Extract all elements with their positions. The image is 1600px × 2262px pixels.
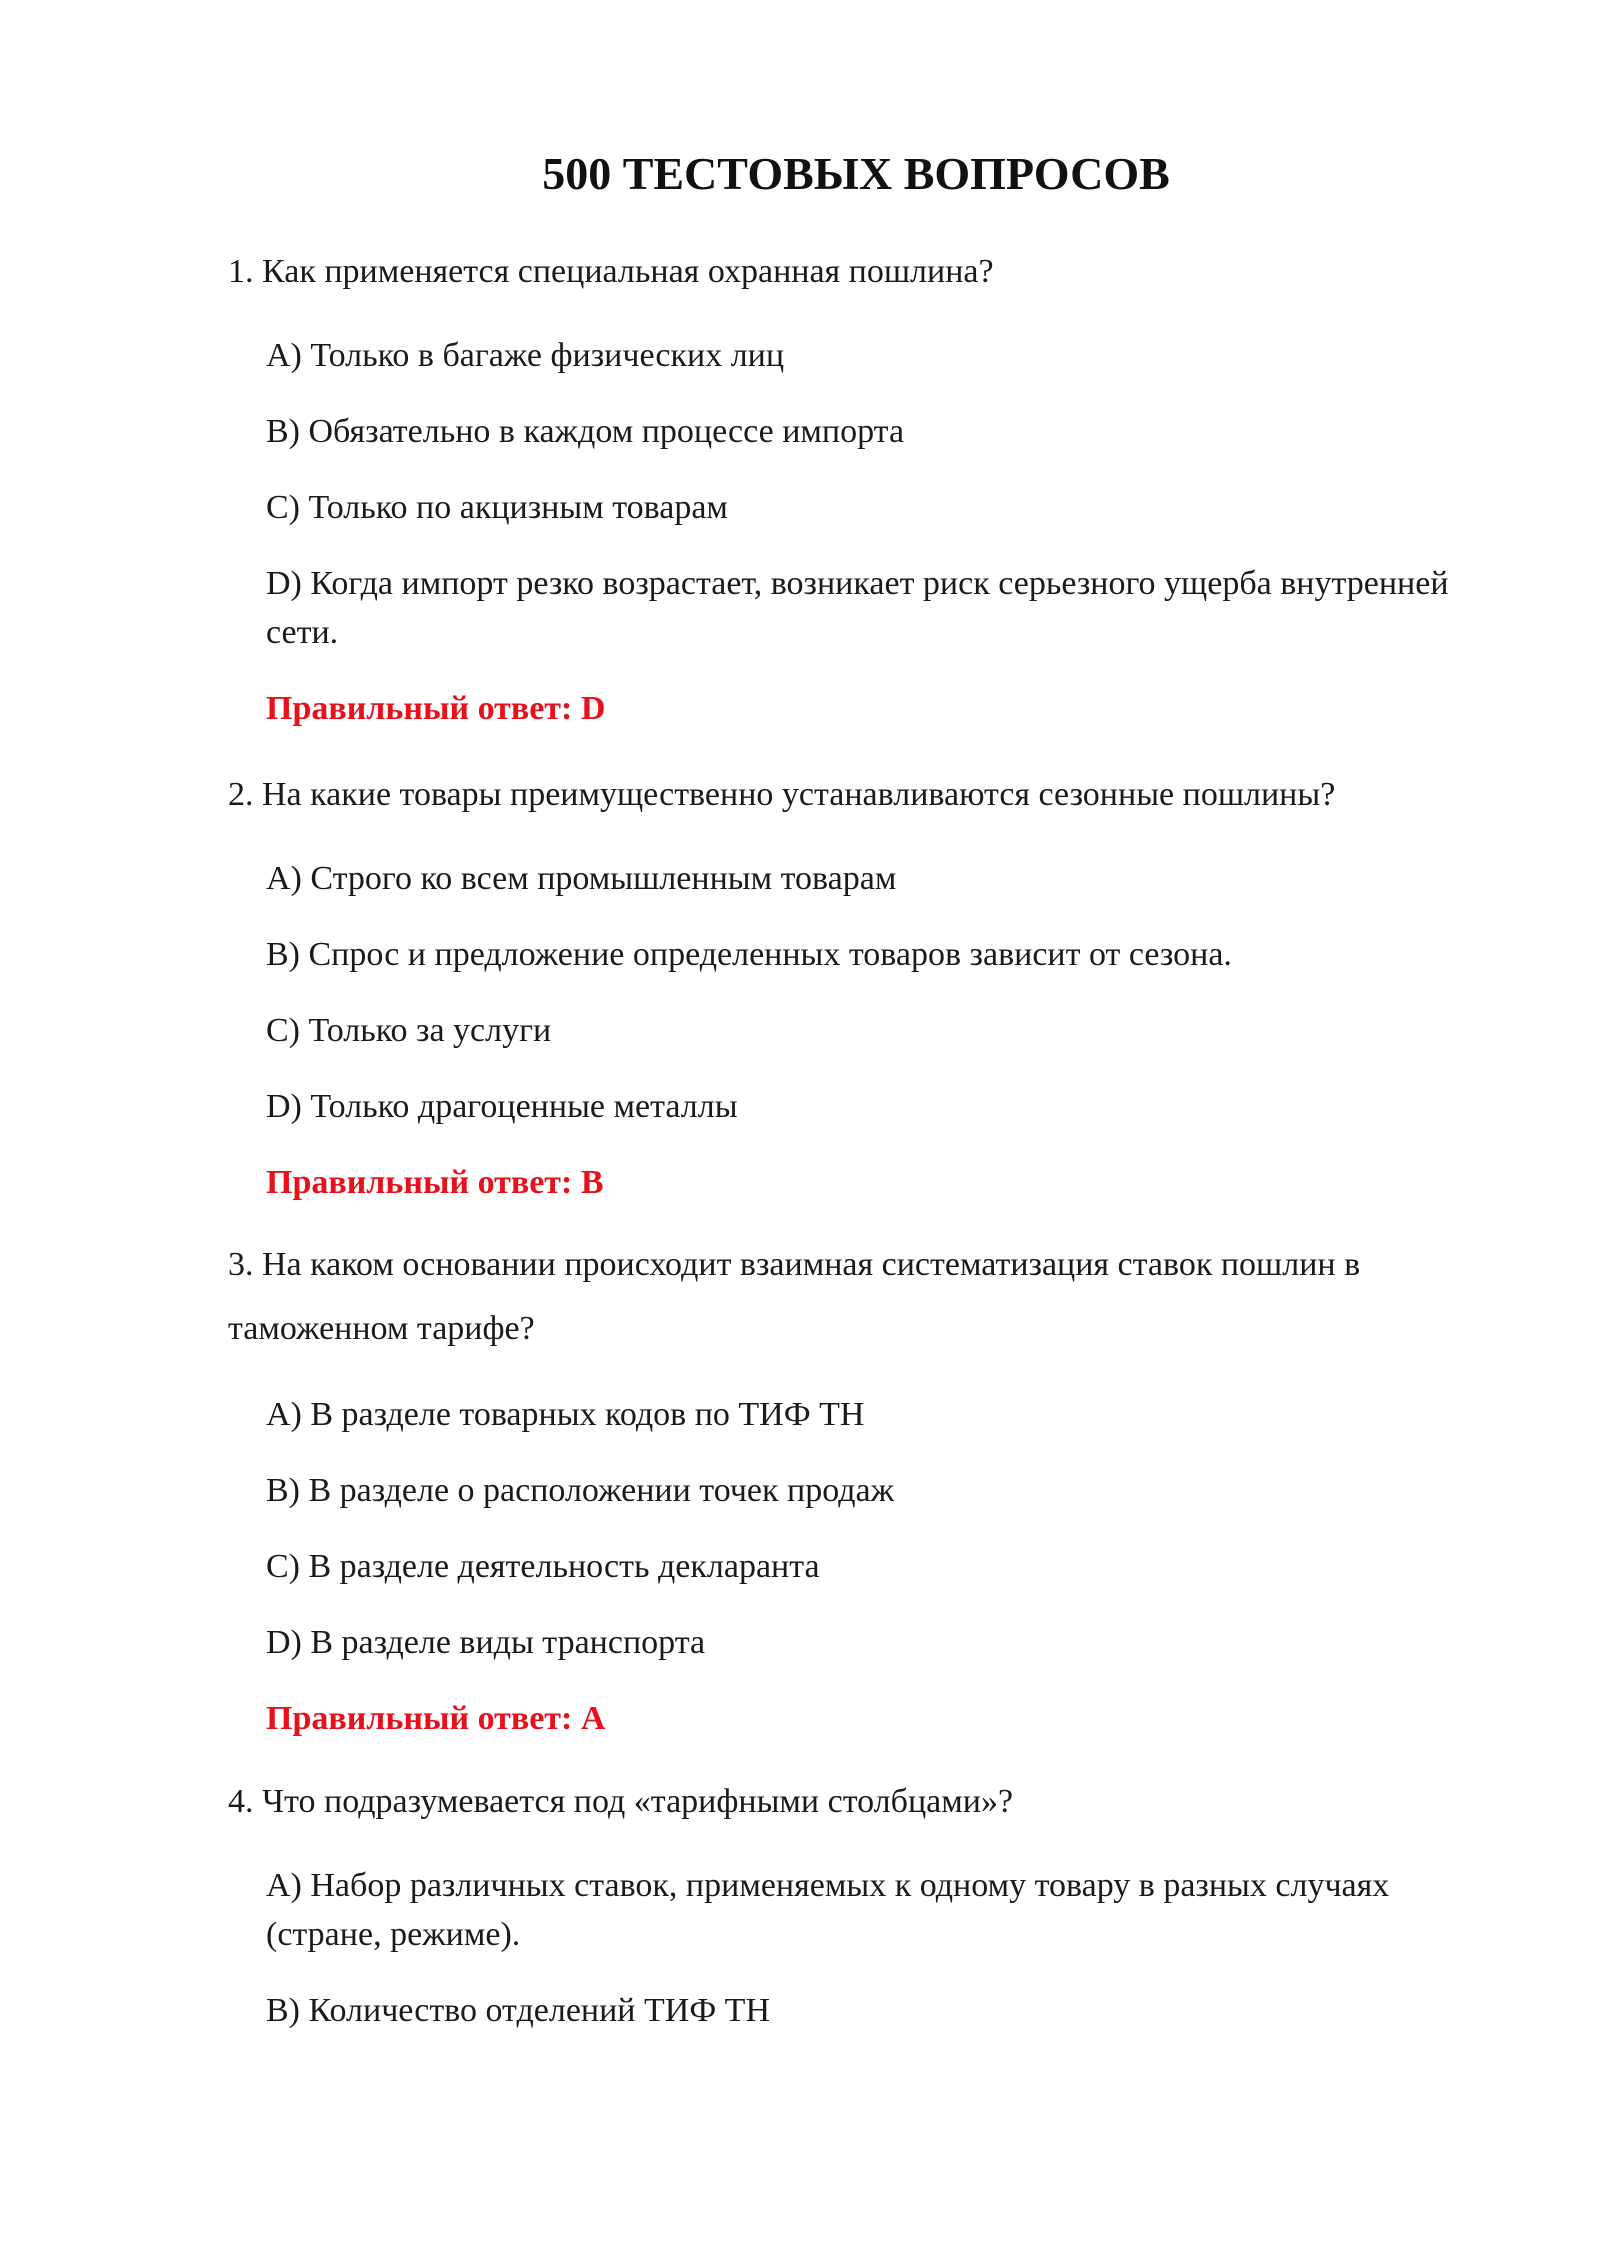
question-1-text: 1. Как применяется специальная охранная пошлина? [228, 253, 994, 290]
answer-label: Правильный ответ: [266, 1164, 573, 1201]
question-1-option-d: D) Когда импорт резко возрастает, возникает риск серьезного ущерба внутренней сети. [266, 565, 1449, 651]
question-3-text: 3. На каком основании происходит взаимная систематизация ставок пошлин в таможенном тарифе? [228, 1246, 1361, 1347]
question-3-option-c: C) В разделе деятельность декларанта [266, 1548, 820, 1585]
question-2-option-a: A) Строго ко всем промышленным товарам [266, 860, 897, 897]
question-2-correct-answer [266, 1158, 1266, 1207]
answer-value: A [580, 1700, 606, 1737]
question-4-option-b: B) Количество отделений ТИФ ТН [266, 1992, 771, 2029]
question-2-option-d: D) Только драгоценные металлы [266, 1088, 738, 1125]
question-2-text: 2. На какие товары преимущественно устанавливаются сезонные пошлины? [228, 776, 1336, 813]
answer-label: Правильный ответ: [266, 690, 573, 727]
question-4-text: 4. Что подразумевается под «тарифными столбцами»? [228, 1783, 1014, 1820]
answer-value: B [580, 1164, 604, 1201]
question-1-option-a: A) Только в багаже физических лиц [266, 337, 785, 374]
question-3-option-b: B) В разделе о расположении точек продаж [266, 1472, 895, 1509]
question-1-option-b: B) Обязательно в каждом процессе импорта [266, 413, 905, 450]
question-2-option-b: B) Спрос и предложение определенных товаров зависит от сезона. [266, 936, 1232, 973]
question-4-option-a: A) Набор различных ставок, применяемых к одному товару в разных случаях (стране, режиме). [266, 1867, 1390, 1953]
question-3-option-a: A) В разделе товарных кодов по ТИФ ТН [266, 1396, 865, 1433]
answer-value: D [580, 690, 606, 727]
answer-label: Правильный ответ: [266, 1700, 573, 1737]
document-title: 500 ТЕСТОВЫХ ВОПРОСОВ [542, 148, 1170, 199]
question-3-correct-answer [266, 1694, 1266, 1743]
question-1-correct-answer [266, 684, 1266, 733]
question-3-option-d: D) В разделе виды транспорта [266, 1624, 706, 1661]
question-1-option-c: C) Только по акцизным товарам [266, 489, 728, 526]
question-2-option-c: C) Только за услуги [266, 1012, 552, 1049]
